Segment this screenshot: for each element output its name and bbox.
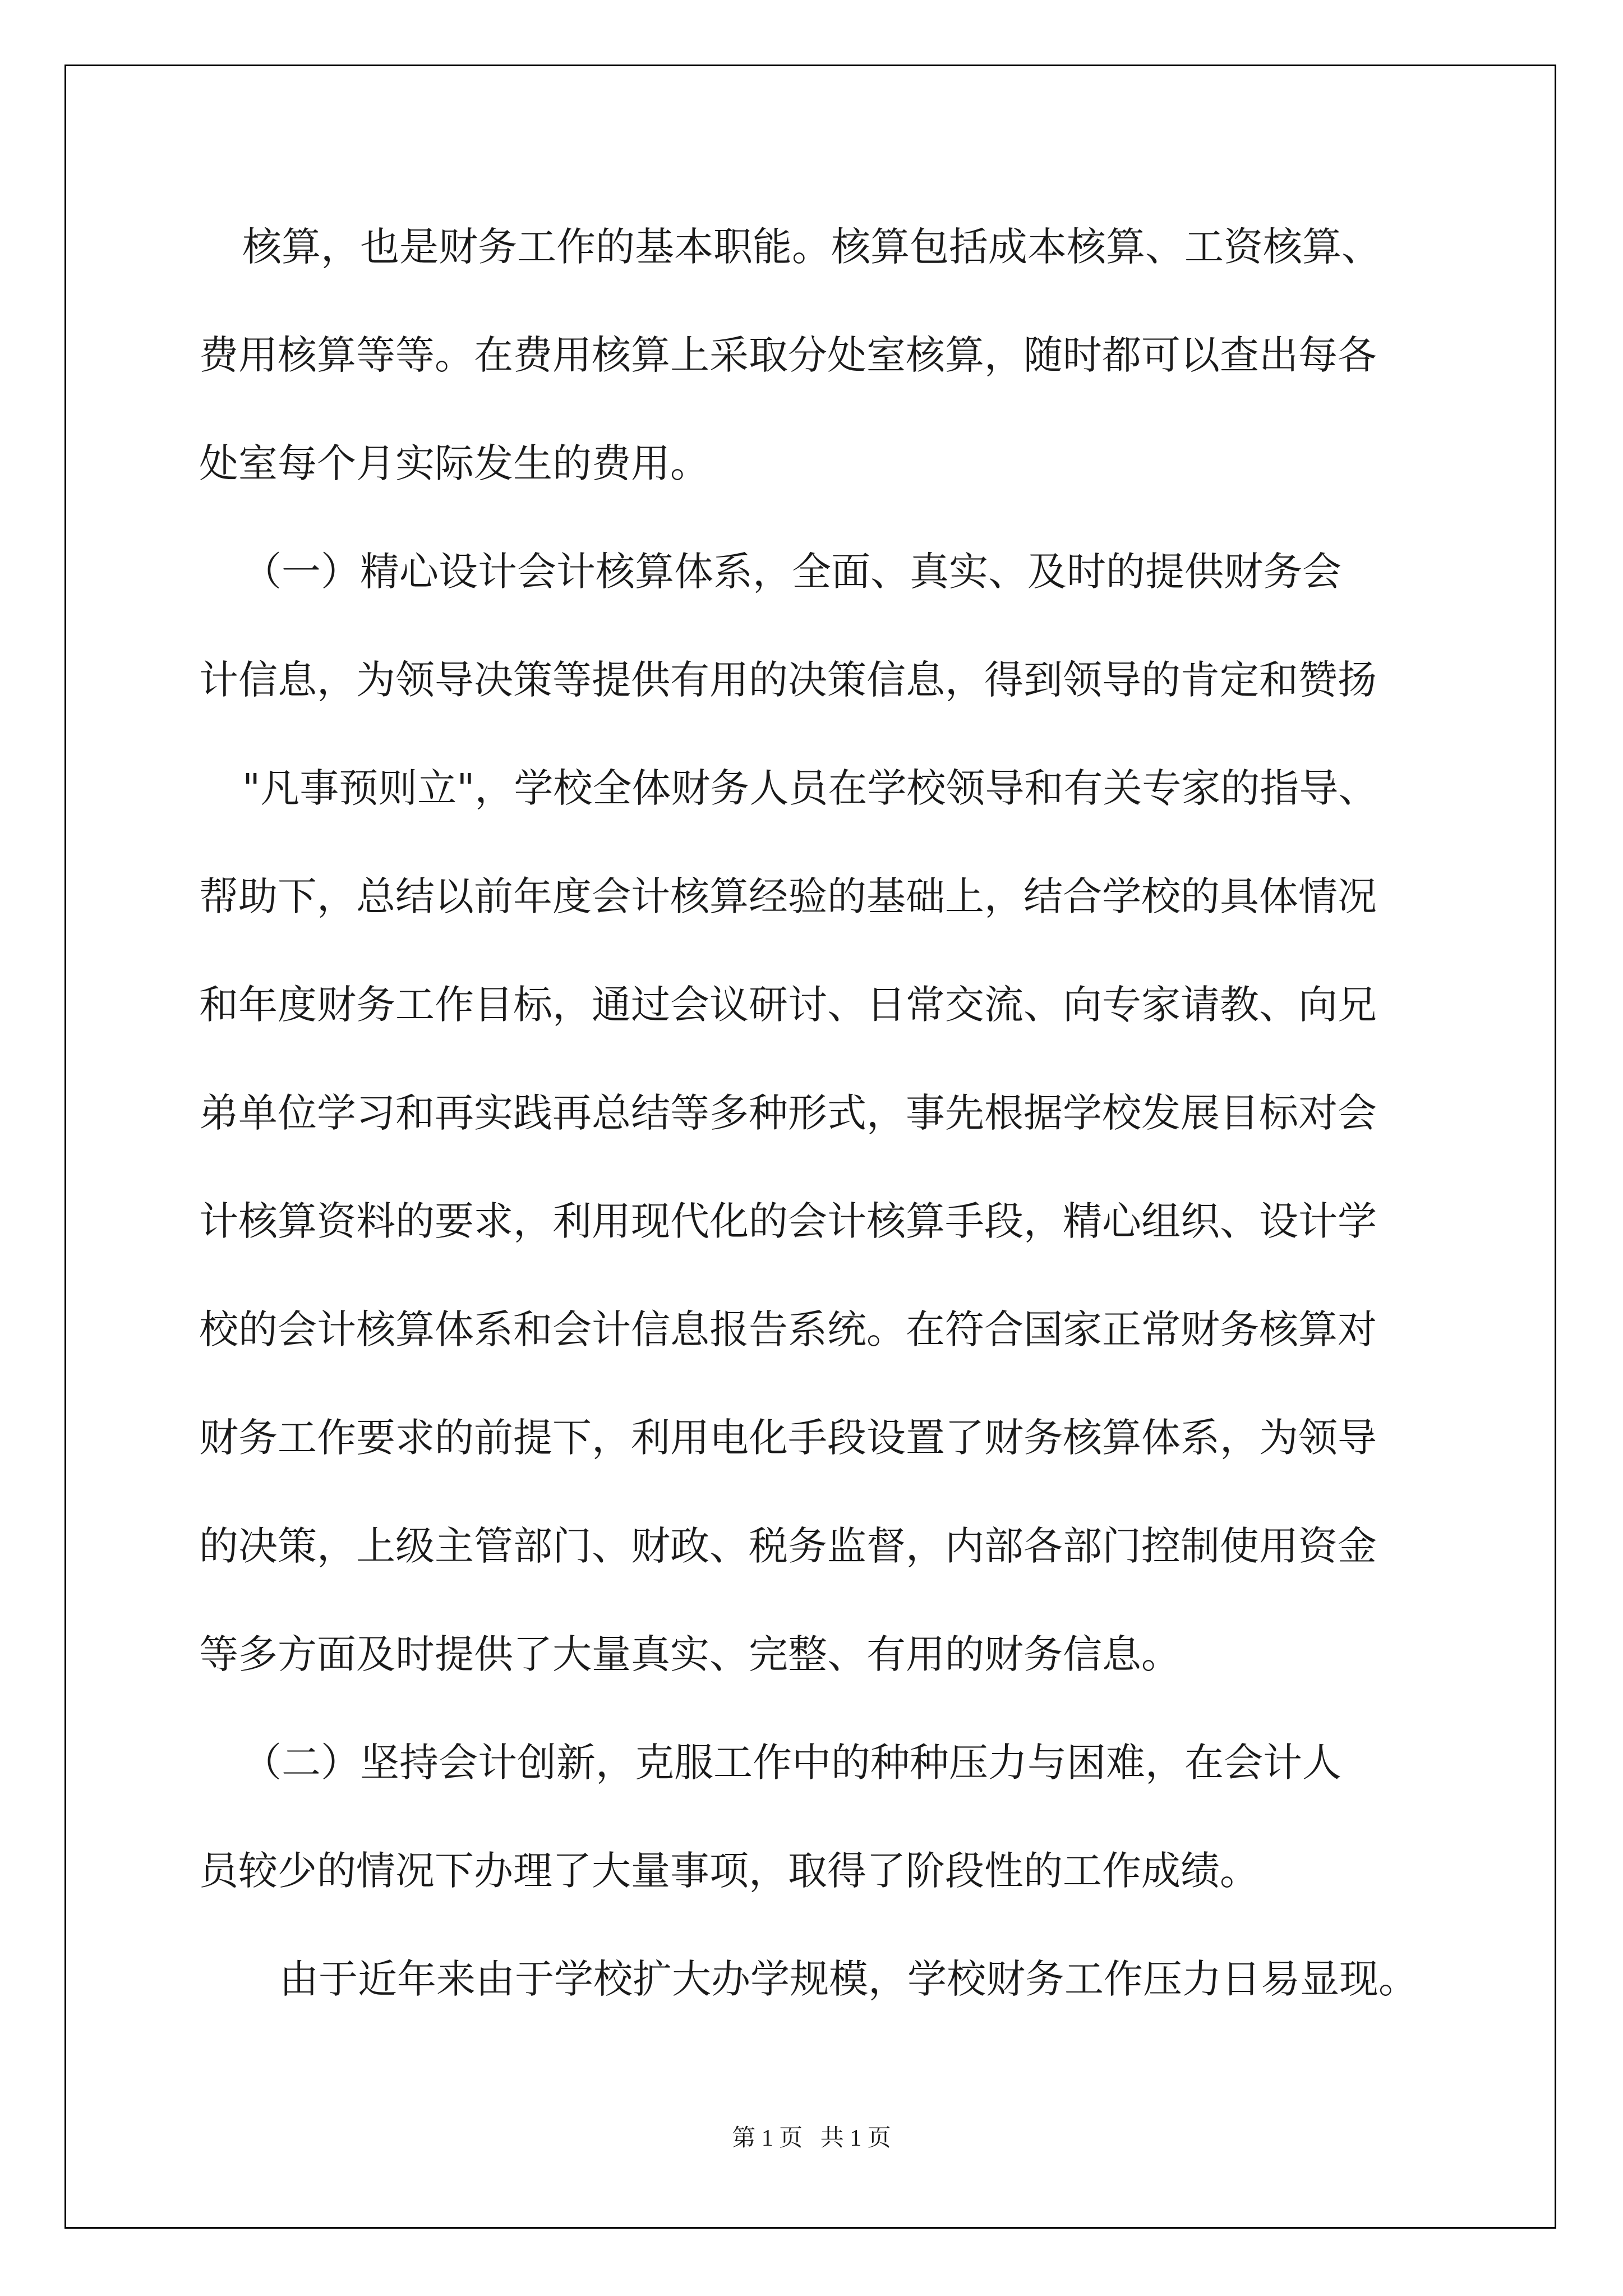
paragraph-line: 弟单位学习和再实践再总结等多种形式，事先根据学校发展目标对会 xyxy=(199,1090,1377,1136)
paragraph-line: 处室每个月实际发生的费用。 xyxy=(199,440,709,486)
paragraph-line: 计核算资料的要求，利用现代化的会计核算手段，精心组织、设计学 xyxy=(199,1198,1377,1244)
paragraph-line: 计信息，为领导决策等提供有用的决策信息，得到领导的肯定和赞扬 xyxy=(199,657,1377,703)
paragraph-line: 等多方面及时提供了大量真实、完整、有用的财务信息。 xyxy=(199,1631,1181,1677)
paragraph-line: （二）坚持会计创新，克服工作中的种种压力与困难，在会计人 xyxy=(242,1740,1341,1786)
paragraph-line: "凡事预则立"，学校全体财务人员在学校领导和有关专家的指导、 xyxy=(242,765,1378,811)
paragraph-line: 校的会计核算体系和会计信息报告系统。在符合国家正常财务核算对 xyxy=(199,1306,1377,1352)
paragraph-line: 财务工作要求的前提下，利用电化手段设置了财务核算体系，为领导 xyxy=(199,1415,1377,1461)
page-footer: 第 1 页 共 1 页 xyxy=(732,2125,891,2151)
paragraph-line: 员较少的情况下办理了大量事项，取得了阶段性的工作成绩。 xyxy=(199,1848,1259,1894)
paragraph-line: 费用核算等等。在费用核算上采取分处室核算，随时都可以查出每各 xyxy=(199,332,1377,378)
paragraph-line: 的决策，上级主管部门、财政、税务监督，内部各部门控制使用资金 xyxy=(199,1523,1377,1569)
paragraph-line: 帮助下，总结以前年度会计核算经验的基础上，结合学校的具体情况 xyxy=(199,873,1377,919)
paragraph-line: 和年度财务工作目标，通过会议研讨、日常交流、向专家请教、向兄 xyxy=(199,982,1377,1028)
paragraph-line: （一）精心设计会计核算体系，全面、真实、及时的提供财务会 xyxy=(242,549,1341,595)
paragraph-line: 由于近年来由于学校扩大办学规模，学校财务工作压力日易显现。 xyxy=(279,1956,1418,2002)
page-border xyxy=(64,65,1556,2229)
paragraph-line: 核算，也是财务工作的基本职能。核算包括成本核算、工资核算、 xyxy=(242,224,1381,270)
